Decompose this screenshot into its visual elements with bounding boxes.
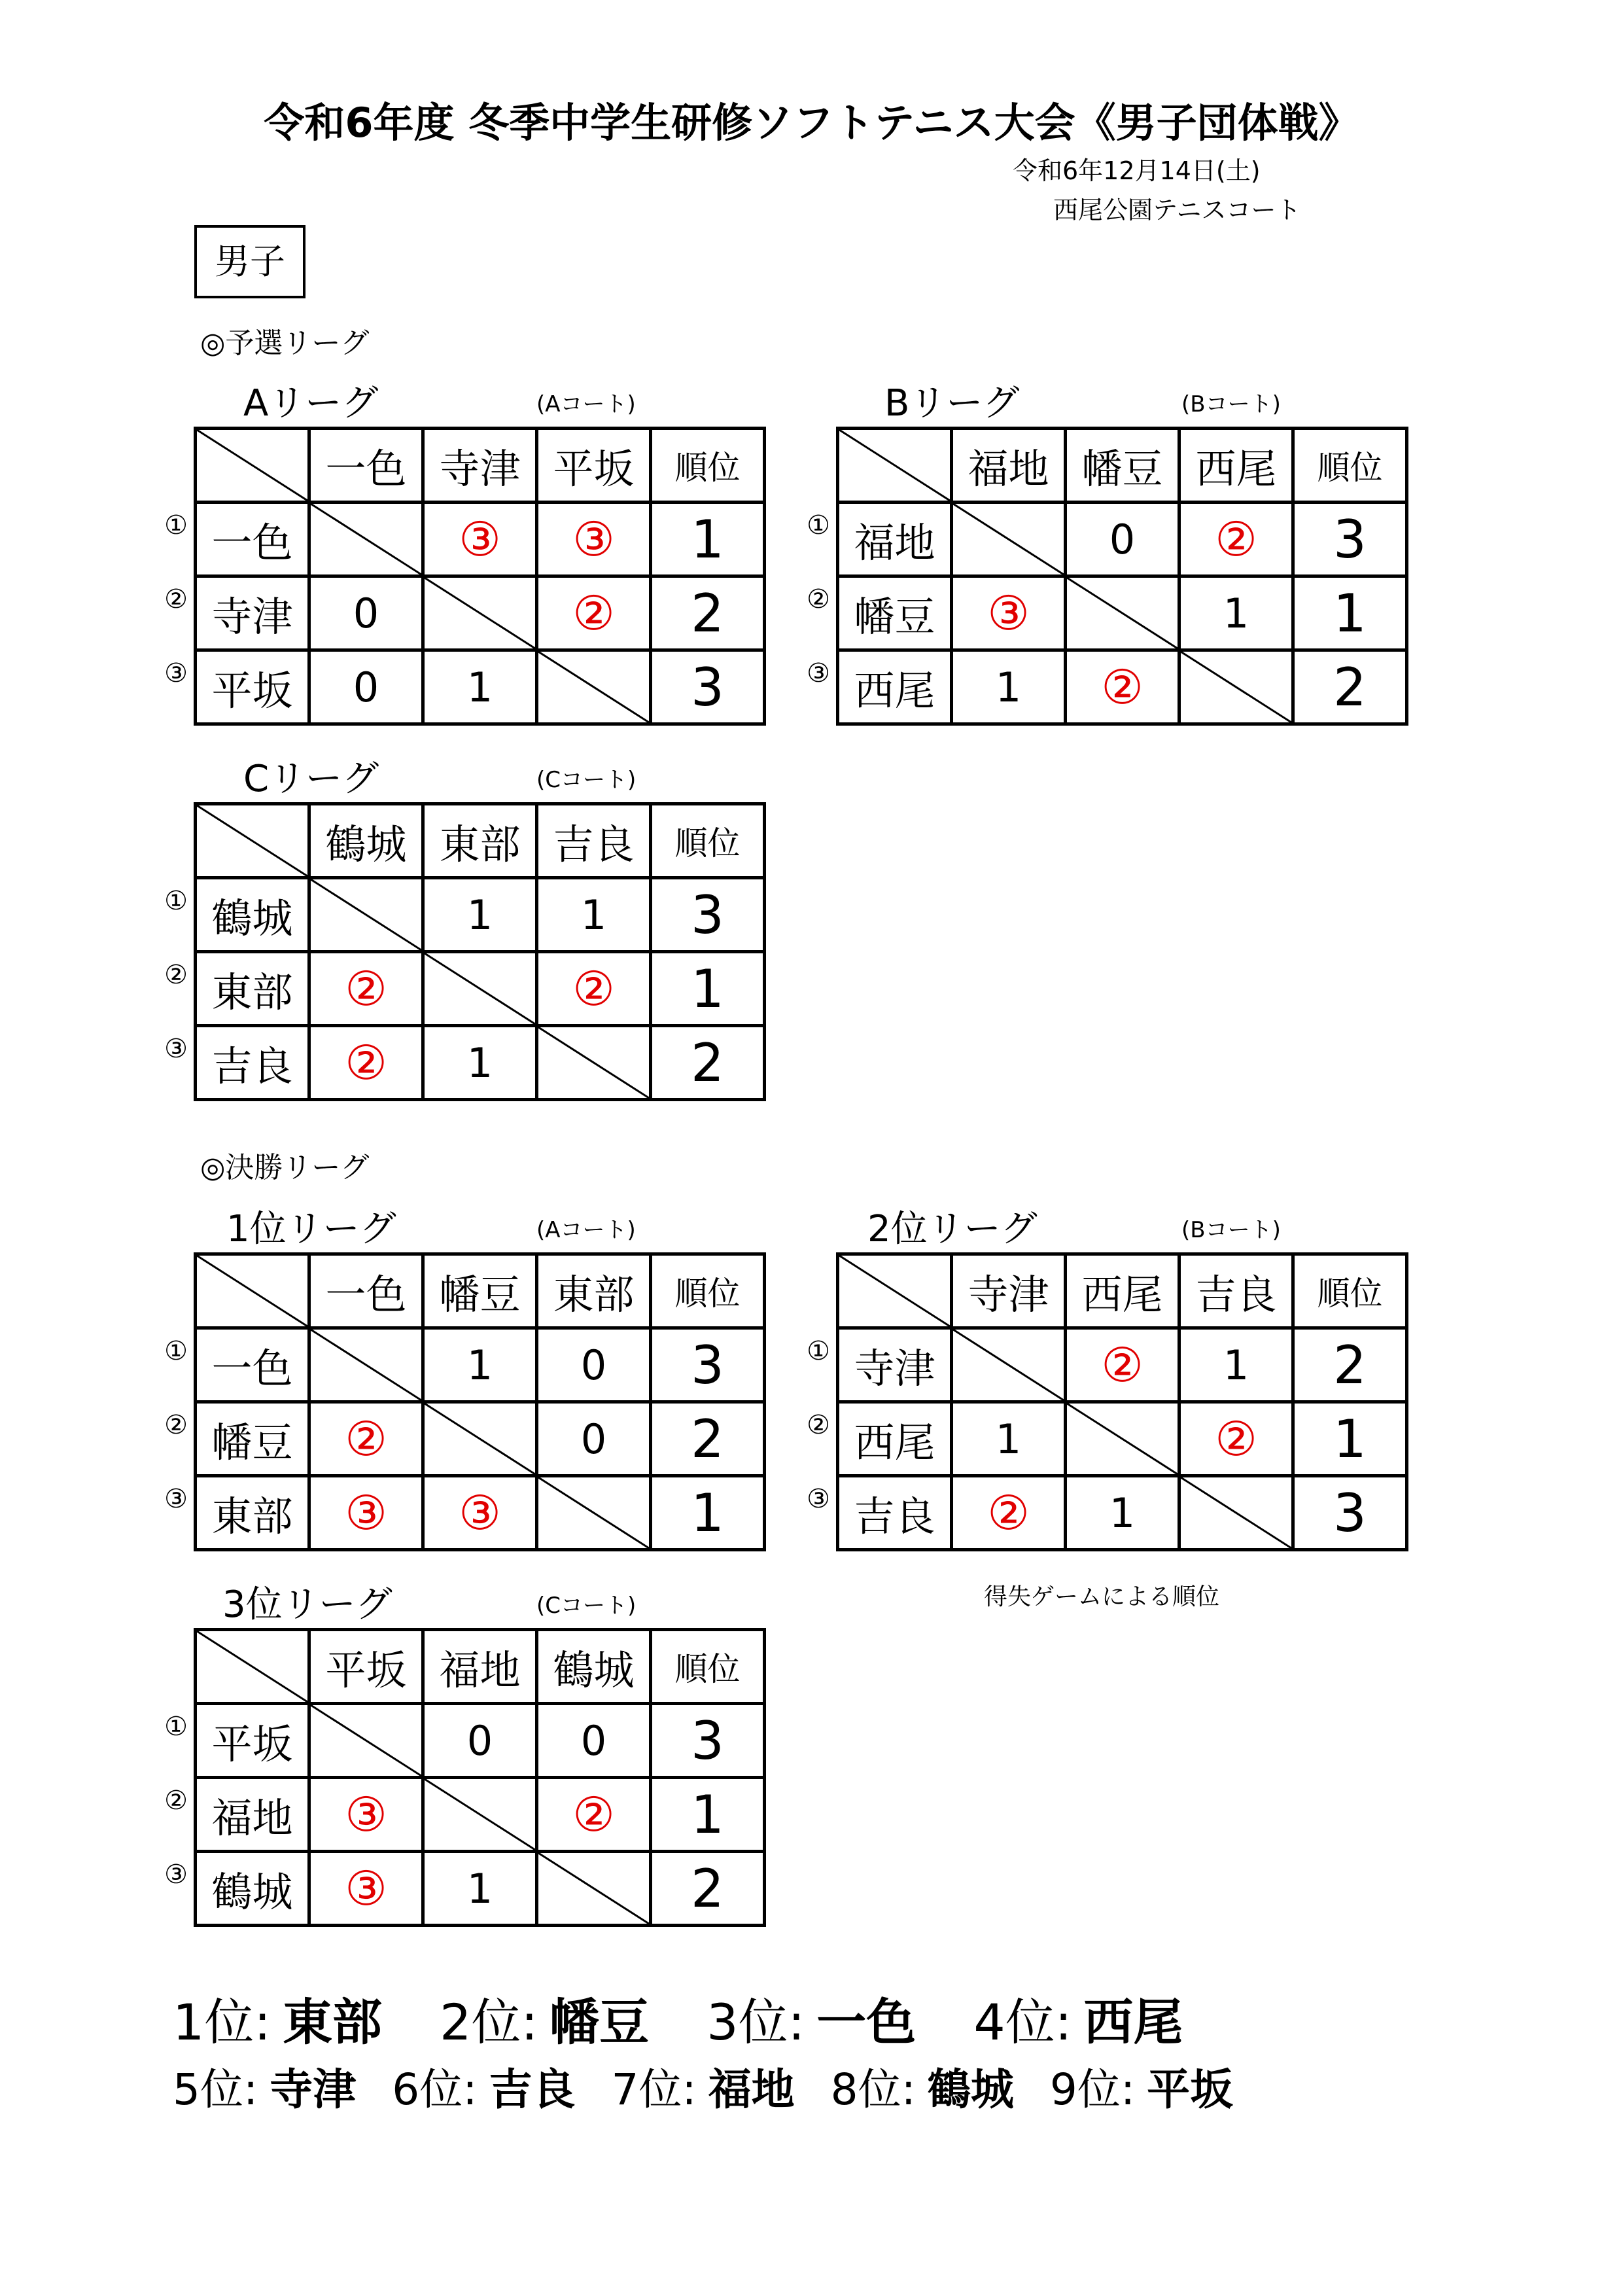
table-row — [838, 650, 1407, 724]
event-date: 令和6年12月14日(土) — [1013, 156, 1261, 185]
rank-header: 順位 — [1293, 1254, 1407, 1328]
place-team: 東部 — [282, 1993, 382, 2051]
win-score: ③ — [345, 1787, 387, 1842]
header-row — [196, 804, 765, 878]
league-3rd-court: (Cコート) — [536, 1593, 637, 1619]
row-number-marker: ② — [164, 959, 188, 990]
loss-score: 1 — [1109, 1489, 1136, 1537]
league-2nd-name: 2位リーグ — [867, 1208, 1038, 1250]
league-1st-court: (Aコート) — [536, 1217, 636, 1243]
row-team-cell — [807, 650, 952, 724]
diagonal-line — [197, 1256, 307, 1326]
place-label: 6位: — [392, 2064, 478, 2115]
diagonal-line — [538, 652, 649, 722]
rank-cell: 1 — [651, 503, 765, 576]
row-team-name: 吉良 — [211, 1042, 293, 1090]
table-row — [838, 576, 1407, 650]
place-team: 鶴城 — [927, 2064, 1014, 2115]
diagonal-line — [953, 1330, 1064, 1400]
row-team-name: 福地 — [854, 518, 935, 567]
row-team-cell — [164, 576, 309, 650]
loss-score: 0 — [1109, 515, 1136, 563]
row-number-marker: ③ — [164, 1859, 188, 1890]
column-team-header: 寺津 — [952, 1254, 1066, 1328]
column-team-header: 福地 — [952, 429, 1066, 503]
column-team-header: 鶴城 — [537, 1630, 651, 1704]
league-grid — [164, 1628, 766, 1927]
self-match-cell — [1179, 650, 1293, 724]
row-team-cell — [164, 1778, 309, 1852]
loss-score: 0 — [353, 589, 379, 637]
rank-cell: 2 — [651, 1026, 765, 1100]
column-team-header: 平坂 — [537, 429, 651, 503]
league-1st-table — [164, 1252, 766, 1551]
league-grid — [807, 427, 1408, 726]
win-score: ③ — [987, 586, 1030, 641]
row-team-name: 平坂 — [211, 1720, 293, 1768]
standings-line-2 — [173, 2055, 1546, 2127]
loss-score: 1 — [466, 1341, 493, 1389]
rank-cell: 2 — [651, 1852, 765, 1926]
column-team-header: 平坂 — [309, 1630, 423, 1704]
row-team-cell — [164, 1026, 309, 1100]
score-cell — [1066, 650, 1179, 724]
league-a-name: Aリーグ — [243, 382, 379, 425]
diagonal-line — [197, 1631, 307, 1702]
diagonal-line — [425, 1779, 535, 1850]
score-cell — [537, 576, 651, 650]
row-number-marker: ① — [807, 510, 830, 540]
self-match-cell — [952, 1328, 1066, 1402]
row-team-name: 西尾 — [854, 1418, 935, 1466]
win-score: ② — [345, 1411, 387, 1466]
score-cell — [1179, 1328, 1293, 1402]
score-cell — [309, 1026, 423, 1100]
row-team-cell — [164, 1402, 309, 1476]
diagonal-line — [311, 504, 421, 574]
row-team-name: 幡豆 — [211, 1418, 293, 1466]
table-row — [838, 503, 1407, 576]
table-row — [196, 650, 765, 724]
row-number-marker: ③ — [164, 1033, 188, 1064]
score-cell — [537, 1778, 651, 1852]
loss-score: 1 — [995, 663, 1022, 711]
standings-line-1 — [173, 1983, 1546, 2055]
league-c-table — [164, 802, 766, 1101]
row-team-name: 一色 — [211, 518, 293, 567]
corner-cell — [838, 1254, 952, 1328]
rank-cell: 3 — [1293, 503, 1407, 576]
league-3rd-name: 3位リーグ — [222, 1583, 393, 1626]
row-number-marker: ① — [164, 885, 188, 916]
table-row — [838, 1402, 1407, 1476]
table-row — [838, 1328, 1407, 1402]
league-a-table — [164, 427, 766, 726]
row-team-cell — [164, 1852, 309, 1926]
loss-score: 0 — [580, 1716, 607, 1765]
rank-cell: 1 — [651, 952, 765, 1026]
row-team-cell — [807, 503, 952, 576]
diagonal-line — [197, 430, 307, 501]
header-row — [196, 429, 765, 503]
place-label: 7位: — [611, 2064, 697, 2115]
place-team: 寺津 — [270, 2064, 357, 2115]
row-team-name: 一色 — [211, 1344, 293, 1392]
loss-score: 0 — [353, 663, 379, 711]
row-team-name: 寺津 — [854, 1344, 935, 1392]
place-team: 西尾 — [1083, 1993, 1183, 2051]
self-match-cell — [423, 952, 537, 1026]
loss-score: 1 — [466, 891, 493, 939]
diagonal-line — [538, 1027, 649, 1098]
row-number-marker: ② — [164, 1409, 188, 1440]
win-score: ② — [1215, 1411, 1257, 1466]
row-team-cell — [164, 878, 309, 952]
diagonal-line — [1067, 578, 1178, 648]
rank-cell: 2 — [651, 1402, 765, 1476]
corner-cell — [838, 429, 952, 503]
row-team-cell — [807, 1402, 952, 1476]
league-b-table — [807, 427, 1408, 726]
row-team-cell — [164, 650, 309, 724]
place-label: 4位: — [973, 1993, 1072, 2051]
loss-score: 1 — [995, 1415, 1022, 1463]
rank-cell: 3 — [651, 1328, 765, 1402]
score-cell — [423, 650, 537, 724]
row-number-marker: ③ — [807, 1483, 830, 1514]
row-team-cell — [164, 1704, 309, 1778]
win-score: ③ — [345, 1861, 387, 1916]
column-team-header: 東部 — [423, 804, 537, 878]
diagonal-line — [538, 1477, 649, 1548]
table-row — [196, 1704, 765, 1778]
table-row — [196, 1328, 765, 1402]
column-team-header: 福地 — [423, 1630, 537, 1704]
row-number-marker: ① — [807, 1335, 830, 1366]
win-score: ③ — [345, 1485, 387, 1540]
score-cell — [423, 503, 537, 576]
score-cell — [309, 1852, 423, 1926]
diagonal-line — [1181, 652, 1291, 722]
row-number-marker: ① — [164, 510, 188, 540]
score-cell — [309, 576, 423, 650]
score-cell — [423, 878, 537, 952]
table-row — [196, 1026, 765, 1100]
row-team-name: 東部 — [211, 1492, 293, 1540]
loss-score: 0 — [580, 1341, 607, 1389]
loss-score: 1 — [466, 1864, 493, 1913]
place-label: 3位: — [707, 1993, 805, 2051]
column-team-header: 一色 — [309, 429, 423, 503]
league-grid — [164, 802, 766, 1101]
league-2nd-table — [807, 1252, 1408, 1551]
self-match-cell — [423, 1778, 537, 1852]
self-match-cell — [952, 503, 1066, 576]
rank-cell: 3 — [1293, 1476, 1407, 1550]
score-cell — [537, 503, 651, 576]
diagonal-line — [311, 1705, 421, 1776]
row-number-marker: ② — [807, 1409, 830, 1440]
row-team-cell — [164, 952, 309, 1026]
row-team-cell — [807, 576, 952, 650]
corner-cell — [196, 1254, 309, 1328]
table-row — [196, 1402, 765, 1476]
score-cell — [537, 1328, 651, 1402]
row-team-cell — [807, 1328, 952, 1402]
row-team-cell — [164, 503, 309, 576]
rank-cell: 2 — [1293, 1328, 1407, 1402]
diagonal-line — [311, 1330, 421, 1400]
win-score: ② — [572, 961, 615, 1016]
diagonal-line — [425, 1404, 535, 1474]
score-cell — [537, 878, 651, 952]
column-team-header: 寺津 — [423, 429, 537, 503]
rank-cell: 3 — [651, 650, 765, 724]
place-team: 福地 — [708, 2064, 795, 2115]
row-team-name: 寺津 — [211, 592, 293, 641]
final-standings — [173, 1983, 1546, 2127]
row-team-cell — [164, 1476, 309, 1550]
win-score: ② — [1101, 660, 1143, 715]
diagonal-line — [1067, 1404, 1178, 1474]
loss-score: 1 — [1223, 589, 1249, 637]
row-team-name: 鶴城 — [211, 1867, 293, 1916]
win-score: ③ — [572, 512, 615, 567]
header-row — [196, 1630, 765, 1704]
loss-score: 0 — [466, 1716, 493, 1765]
event-venue: 西尾公園テニスコート — [1053, 196, 1301, 224]
league-a-court: (Aコート) — [536, 391, 636, 417]
diagonal-line — [311, 879, 421, 950]
rank-cell: 1 — [1293, 576, 1407, 650]
preliminary-heading: ◎予選リーグ — [200, 327, 370, 360]
score-cell — [1066, 1476, 1179, 1550]
league-b-court: (Bコート) — [1181, 391, 1281, 417]
rank-cell: 1 — [651, 1778, 765, 1852]
column-team-header: 東部 — [537, 1254, 651, 1328]
diagonal-line — [1181, 1477, 1291, 1548]
score-cell — [952, 650, 1066, 724]
rank-cell: 2 — [1293, 650, 1407, 724]
place-team: 一色 — [816, 1993, 916, 2051]
row-number-marker: ① — [164, 1335, 188, 1366]
diagonal-line — [839, 1256, 950, 1326]
win-score: ② — [1101, 1337, 1143, 1392]
header-row — [838, 1254, 1407, 1328]
loss-score: 1 — [466, 663, 493, 711]
score-cell — [309, 1476, 423, 1550]
row-number-marker: ② — [164, 1785, 188, 1816]
self-match-cell — [423, 576, 537, 650]
corner-cell — [196, 804, 309, 878]
self-match-cell — [309, 503, 423, 576]
league-c-court: (Cコート) — [536, 767, 637, 793]
row-team-name: 西尾 — [854, 666, 935, 715]
win-score: ② — [345, 1035, 387, 1090]
corner-cell — [196, 1630, 309, 1704]
self-match-cell — [423, 1402, 537, 1476]
self-match-cell — [309, 1328, 423, 1402]
gender-label-box: 男子 — [194, 225, 305, 298]
score-cell — [423, 1328, 537, 1402]
win-score: ③ — [459, 1485, 501, 1540]
win-score: ② — [572, 1787, 615, 1842]
place-label: 2位: — [440, 1993, 538, 2051]
league-1st-name: 1位リーグ — [226, 1208, 396, 1250]
score-cell — [309, 650, 423, 724]
row-number-marker: ③ — [164, 1483, 188, 1514]
score-cell — [1179, 576, 1293, 650]
score-cell — [1179, 1402, 1293, 1476]
header-row — [838, 429, 1407, 503]
self-match-cell — [537, 1476, 651, 1550]
column-team-header: 鶴城 — [309, 804, 423, 878]
league-3rd-table — [164, 1628, 766, 1927]
row-team-name: 幡豆 — [854, 592, 935, 641]
diagonal-line — [425, 953, 535, 1024]
loss-score: 1 — [1223, 1341, 1249, 1389]
score-cell — [952, 1476, 1066, 1550]
rank-header: 順位 — [1293, 429, 1407, 503]
win-score: ③ — [459, 512, 501, 567]
self-match-cell — [309, 878, 423, 952]
score-cell — [309, 1778, 423, 1852]
self-match-cell — [537, 1026, 651, 1100]
self-match-cell — [1066, 576, 1179, 650]
win-score: ② — [345, 961, 387, 1016]
row-number-marker: ③ — [164, 658, 188, 688]
column-team-header: 西尾 — [1179, 429, 1293, 503]
win-score: ② — [572, 586, 615, 641]
score-cell — [1066, 503, 1179, 576]
row-team-name: 鶴城 — [211, 894, 293, 942]
score-cell — [423, 1476, 537, 1550]
place-label: 8位: — [830, 2064, 916, 2115]
diagonal-line — [839, 430, 950, 501]
place-label: 9位: — [1049, 2064, 1136, 2115]
table-row — [196, 1778, 765, 1852]
self-match-cell — [537, 1852, 651, 1926]
place-team: 幡豆 — [550, 1993, 650, 2051]
loss-score: 1 — [580, 891, 607, 939]
diagonal-line — [538, 1853, 649, 1924]
column-team-header: 西尾 — [1066, 1254, 1179, 1328]
corner-cell — [196, 429, 309, 503]
score-cell — [423, 1852, 537, 1926]
score-cell — [952, 576, 1066, 650]
rank-header: 順位 — [651, 1254, 765, 1328]
score-cell — [423, 1026, 537, 1100]
place-label: 5位: — [173, 2064, 258, 2115]
rank-header: 順位 — [651, 804, 765, 878]
row-number-marker: ① — [164, 1711, 188, 1742]
league-2nd-court: (Bコート) — [1181, 1217, 1281, 1243]
row-team-name: 福地 — [211, 1793, 293, 1842]
rank-header: 順位 — [651, 1630, 765, 1704]
table-row — [196, 1852, 765, 1926]
score-cell — [537, 1704, 651, 1778]
place-team: 平坂 — [1147, 2064, 1234, 2115]
place-team: 吉良 — [489, 2064, 576, 2115]
loss-score: 1 — [466, 1038, 493, 1087]
league-grid — [164, 1252, 766, 1551]
row-number-marker: ② — [807, 584, 830, 614]
diagonal-line — [425, 578, 535, 648]
loss-score: 0 — [580, 1415, 607, 1463]
rank-cell: 3 — [651, 878, 765, 952]
rank-header: 順位 — [651, 429, 765, 503]
diagonal-line — [197, 805, 307, 876]
self-match-cell — [309, 1704, 423, 1778]
rank-cell: 3 — [651, 1704, 765, 1778]
self-match-cell — [1066, 1402, 1179, 1476]
column-team-header: 幡豆 — [1066, 429, 1179, 503]
score-cell — [309, 1402, 423, 1476]
row-team-cell — [807, 1476, 952, 1550]
table-row — [196, 878, 765, 952]
final-heading: ◎決勝リーグ — [200, 1151, 370, 1184]
score-cell — [1179, 503, 1293, 576]
rank-cell: 1 — [651, 1476, 765, 1550]
score-cell — [1066, 1328, 1179, 1402]
win-score: ② — [1215, 512, 1257, 567]
self-match-cell — [1179, 1476, 1293, 1550]
column-team-header: 幡豆 — [423, 1254, 537, 1328]
table-row — [196, 1476, 765, 1550]
row-number-marker: ③ — [807, 658, 830, 688]
league-c-name: Cリーグ — [243, 758, 379, 800]
row-number-marker: ② — [164, 584, 188, 614]
row-team-name: 平坂 — [211, 666, 293, 715]
self-match-cell — [537, 650, 651, 724]
rank-cell: 1 — [1293, 1402, 1407, 1476]
page-title: 令和6年度 冬季中学生研修ソフトテニス大会《男子団体戦》 — [264, 99, 1359, 147]
row-team-name: 東部 — [211, 968, 293, 1016]
table-row — [838, 1476, 1407, 1550]
score-cell — [537, 952, 651, 1026]
league-grid — [807, 1252, 1408, 1551]
win-score: ② — [987, 1485, 1030, 1540]
column-team-header: 一色 — [309, 1254, 423, 1328]
score-cell — [423, 1704, 537, 1778]
header-row — [196, 1254, 765, 1328]
score-cell — [309, 952, 423, 1026]
rank-cell: 2 — [651, 576, 765, 650]
column-team-header: 吉良 — [1179, 1254, 1293, 1328]
table-row — [196, 576, 765, 650]
league-grid — [164, 427, 766, 726]
table-row — [196, 503, 765, 576]
league-b-name: Bリーグ — [884, 382, 1020, 425]
ranking-note: 得失ゲームによる順位 — [984, 1583, 1220, 1610]
score-cell — [952, 1402, 1066, 1476]
row-team-cell — [164, 1328, 309, 1402]
place-label: 1位: — [173, 1993, 271, 2051]
score-cell — [537, 1402, 651, 1476]
row-team-name: 吉良 — [854, 1492, 935, 1540]
table-row — [196, 952, 765, 1026]
column-team-header: 吉良 — [537, 804, 651, 878]
diagonal-line — [953, 504, 1064, 574]
